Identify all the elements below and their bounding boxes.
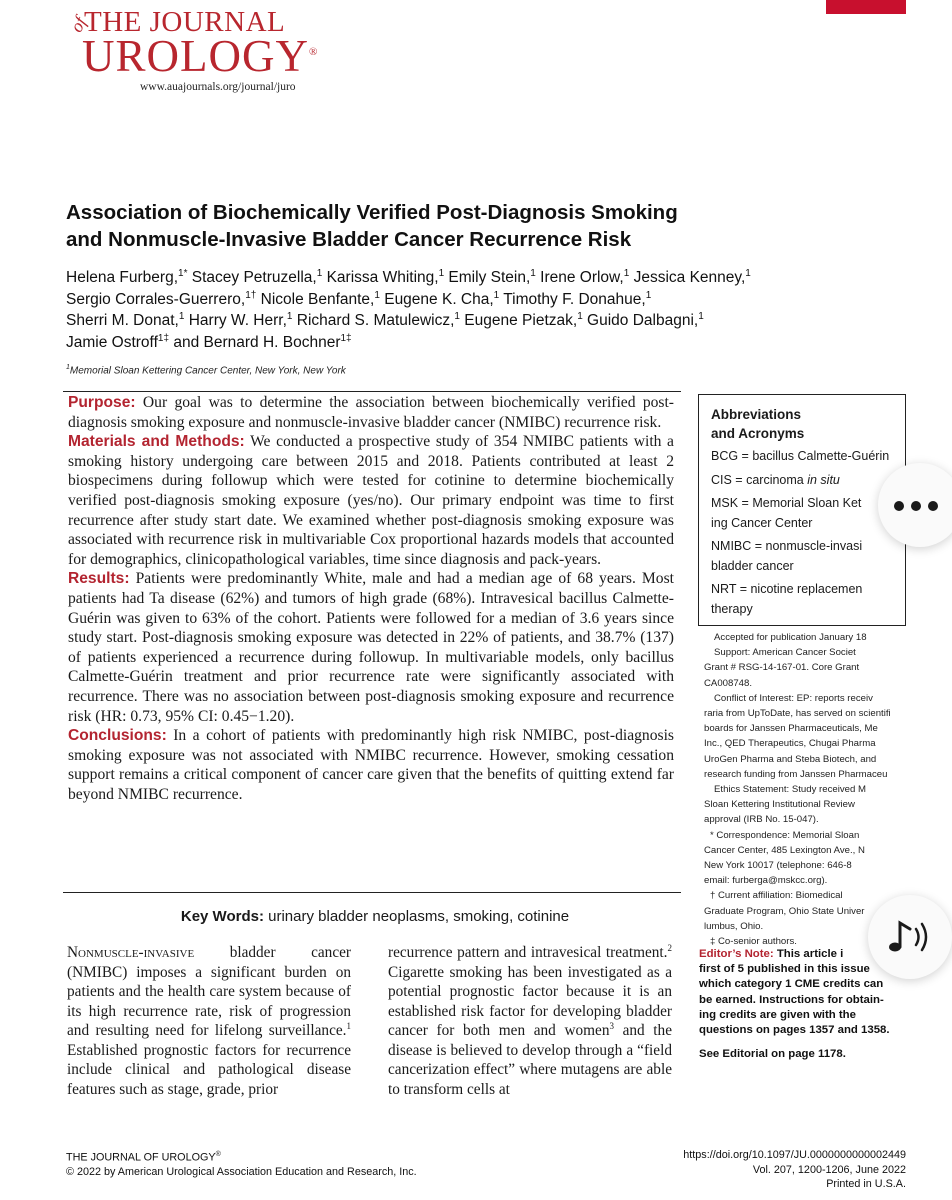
abbreviation-item: MSK = Memorial Sloan Ket ing Cancer Center	[711, 496, 862, 530]
more-options-button[interactable]	[878, 463, 952, 547]
note-line: * Correspondence: Memorial Sloan	[710, 829, 860, 841]
note-line: Grant # RSG-14-167-01. Core Grant	[704, 662, 860, 674]
editor-note-label: Editor’s Note:	[699, 948, 774, 960]
logo-of: of	[66, 13, 91, 36]
note-line: approval (IRB No. 15-047).	[704, 814, 819, 826]
abbreviation-item: NRT = nicotine replacemen therapy	[711, 582, 863, 616]
abbreviation-item: BCG = bacillus Calmette-Guérin	[711, 449, 890, 463]
note-line: lumbus, Ohio.	[704, 920, 764, 932]
abbreviations-box	[698, 394, 906, 626]
logo-the: THE JOURNAL	[84, 6, 286, 38]
author-list	[66, 267, 916, 353]
note-line: raria from UpToDate, has served on scientifi	[704, 708, 891, 720]
abbreviations-list	[711, 447, 906, 623]
note-line: † Current affiliation: Biomedical	[710, 890, 843, 902]
affiliation: $^1$Memorial Sloan Kettering Cancer Center, New York, New York	[66, 364, 346, 377]
note-line: Graduate Program, Ohio State Univer	[704, 905, 865, 917]
body-column-right: recurrence pattern and intravesical treatment.$^2$ Cigarette smoking has been investigated as a potential prognostic factor because it is an established risk factor for developing bladder cancer for both men and women$^3$ and the disease is believed to develop through a “field cancerization effect” where mutagens are able to transform cells at	[388, 942, 672, 1098]
article-title	[66, 199, 826, 253]
note-line: Support: American Cancer Societ	[714, 647, 856, 659]
journal-url[interactable]: www.auajournals.org/journal/juro	[140, 81, 296, 93]
note-line: Accepted for publication January 18	[714, 632, 867, 643]
note-line: research funding from Janssen Pharmaceu	[704, 768, 888, 780]
footer-left	[66, 1148, 417, 1180]
article-notes	[704, 630, 904, 949]
footer-right	[600, 1148, 906, 1192]
abbreviation-item: NMIBC = nonmuscle-invasi bladder cancer	[711, 539, 863, 573]
note-line: Inc., QED Therapeutics, Chugai Pharma	[704, 738, 876, 750]
author-line: Sherri M. Donat,$^1$ Harry W. Herr,$^1$ Richard S. Matulewicz,$^1$ Eugene Pietzak,$^1$ Guido Dalbagni,$^1$	[66, 310, 704, 329]
audio-button[interactable]	[868, 895, 952, 979]
title-line-1: Association of Biochemically Verified Post-Diagnosis Smoking	[66, 201, 678, 224]
abstract-methods: Materials and Methods: We conducted a prospective study of 354 NMIBC patients with a smoking history undergoing care between 2015 and 2018. Patients contributed at least 2 biospecimens during followup which were tested for cotinine to determine biochemically verified post-diagnosis smoking exposure (yes/no). Our primary endpoint was time to first recurrence after study start date. We examined whether post-diagnosis smoking exposure was associated with recurrence risk in multivariable Cox proportional hazards models that accounted for demographics, clinicopathological variables, time since diagnosis and pack-years.	[68, 433, 674, 568]
note-email[interactable]: email: furberga@mskcc.org).	[704, 875, 828, 887]
editorial-reference[interactable]: See Editorial on page 1178.	[699, 1048, 846, 1060]
printed-info: Printed in U.S.A.	[826, 1178, 906, 1190]
volume-info: Vol. 207, 1200-1206, June 2022	[752, 1163, 906, 1176]
note-line: Cancer Center, 485 Lexington Ave., N	[704, 844, 865, 856]
editor-note: Editor’s Note: This article i first of 5 published in this issue which category 1 CME credits can be earned. Instructions for obtain- ing credits are given with the questions on pages 1357 and 1358.	[699, 948, 890, 1037]
note-line: Sloan Kettering Institutional Review	[704, 799, 855, 811]
abstract-conclusions: Conclusions: In a cohort of patients with predominantly high risk NMIBC, post-diagnosis smoking exposure was not associated with NMIBC recurrence. However, smoking cessation support remains a critical component of cancer care given that the benefits of quitting extend far beyond NMIBC recurrence.	[68, 727, 674, 803]
note-line: Ethics Statement: Study received M	[714, 784, 866, 796]
abstract-purpose: Purpose: Our goal was to determine the association between biochemically verified post-diagnosis smoking exposure and nonmuscle-invasive bladder cancer (NMIBC) recurrence risk.	[68, 394, 675, 431]
note-line: New York 10017 (telephone: 646-8	[704, 860, 852, 872]
body-column-left: Nonmuscle-invasive bladder cancer (NMIBC) imposes a significant burden on patients and the health care system because of its high recurrence rate, risk of progression and resulting need for lifelong surveillance.$^1$ Established prognostic factors for recurrence include clinical and pathological disease features such as stage, grade, prior	[67, 944, 351, 1098]
title-line-2: and Nonmuscle-Invasive Bladder Cancer Recurrence Risk	[66, 228, 632, 251]
note-line: ‡ Co-senior authors.	[710, 936, 797, 948]
note-line: Conflict of Interest: EP: reports receiv	[714, 692, 873, 704]
journal-logo	[66, 4, 366, 96]
audio-note-icon	[886, 917, 934, 957]
key-words: Key Words: urinary bladder neoplasms, smoking, cotinine	[180, 908, 570, 925]
abbreviations-title: Abbreviations and Acronyms	[711, 407, 805, 441]
author-line: Helena Furberg,$^{1*}$ Stacey Petruzella,$^1$ Karissa Whiting,$^1$ Emily Stein,$^1$ Irene Orlow,$^1$ Jessica Kenney,$^1$	[66, 267, 751, 286]
abstract-results: Results: Patients were predominantly White, male and had a median age of 68 years. Most patients had Ta disease (62%) and tumors of high grade (68%). Intravesical bacillus Calmette-Guérin was given to 63% of the cohort. Patients were followed for a median of 3.6 years since study start. Post-diagnosis smoking exposure was detected in 22% of patients, and 38.7% (137) of patients experienced a recurrence during followup. In multivariable models, only bacillus Calmette-Guérin treatment and prior recurrence rate were significantly associated with recurrence. There was no association between post-diagnosis smoking exposure and recurrence risk (HR: 0.73, 95% CI: 0.45−1.20).	[68, 570, 674, 725]
author-line: Sergio Corrales-Guerrero,$^{1\dagger}$ Nicole Benfante,$^1$ Eugene K. Cha,$^1$ Timothy F. Donahue,$^1$	[66, 289, 652, 308]
note-line: CA008748.	[704, 677, 753, 689]
note-line: UroGen Pharma and Steba Biotech, and	[704, 753, 877, 765]
footer-copyright: © 2022 by American Urological Association Education and Research, Inc.	[66, 1166, 417, 1179]
author-line: Jamie Ostroff$^{1\ddagger}$ and Bernard H. Bochner$^{1\ddagger}$	[66, 332, 352, 351]
abstract	[68, 393, 674, 804]
doi-link[interactable]: https://doi.org/10.1097/JU.0000000000002449	[683, 1149, 906, 1161]
footer-journal: THE JOURNAL OF UROLOGY®	[66, 1151, 221, 1164]
red-corner-tab	[826, 0, 906, 14]
note-line: boards for Janssen Pharmaceuticals, Me	[704, 723, 878, 735]
logo-urology: UROLOGY®	[82, 31, 319, 81]
abbreviation-item: CIS = carcinoma in situ	[711, 472, 840, 487]
